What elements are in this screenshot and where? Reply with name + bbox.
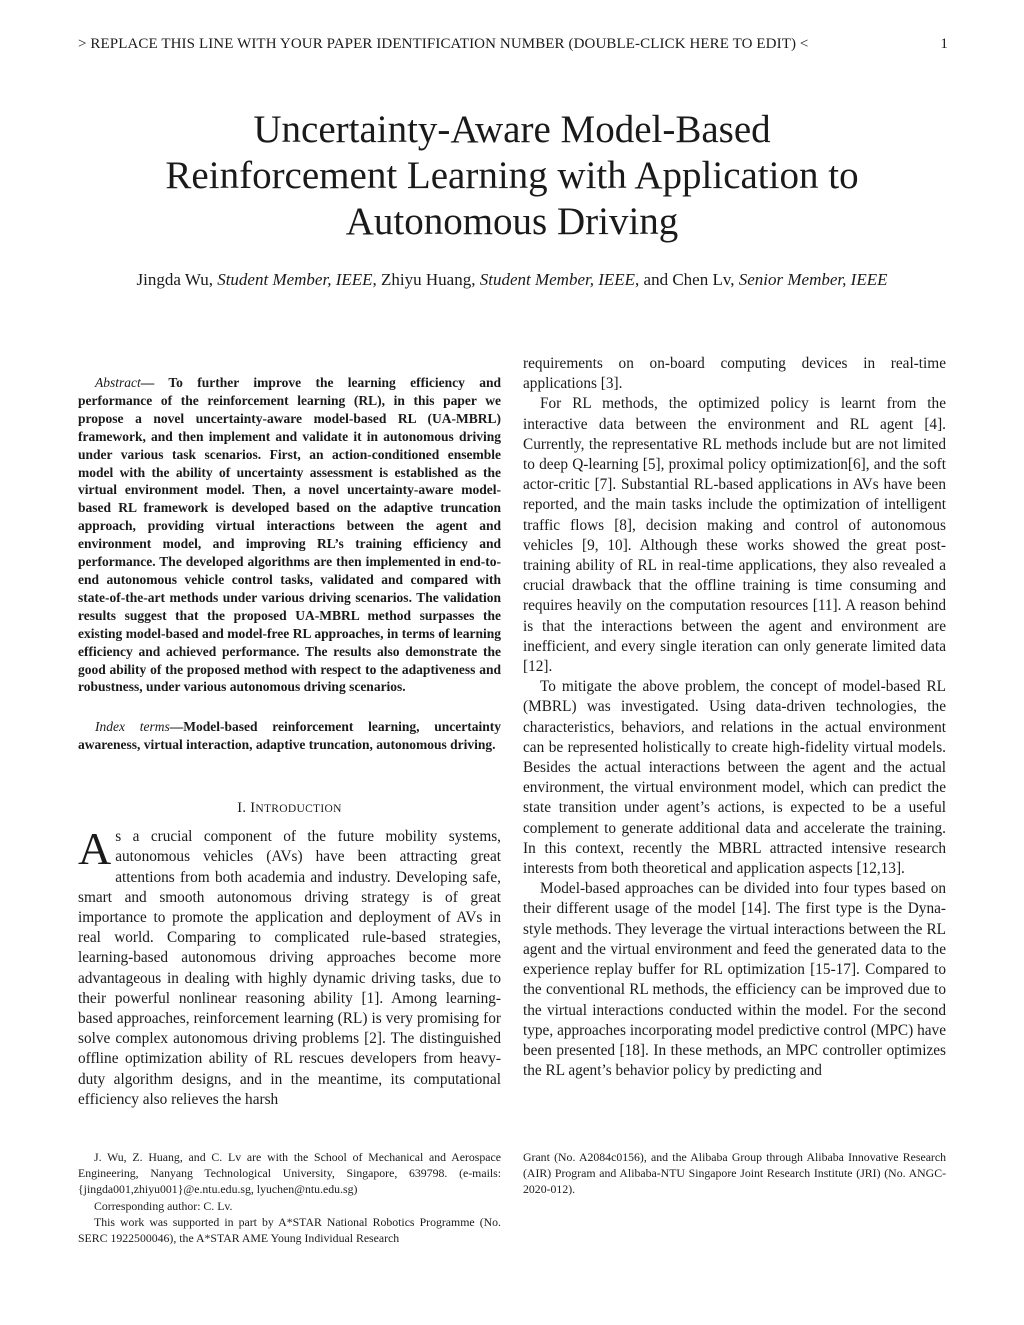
footnote-left [78, 1149, 501, 1246]
abstract [78, 374, 501, 696]
author-1: Jingda Wu, [136, 270, 218, 289]
paragraph-4: Model-based approaches can be divided into four types based on their different usage of the model [14]. The first type is the Dyna-style methods. They leverage the virtual interactions between the RL agent and the virtual environment and feed the generated data to the experience replay buffer for RL optimization [15-17]. Compared to the conventional RL methods, the efficiency can be improved due to the virtual interactions conducted within the model. For the second type, approaches incorporating model predictive control (MPC) have been presented [18]. In these methods, an MPC controller optimizes the RL agent’s behavior policy by predicting and [523, 880, 946, 1080]
right-column [523, 354, 946, 1081]
author-3: , and Chen Lv, [635, 270, 739, 289]
footnote-corresponding: Corresponding author: C. Lv. [94, 1198, 233, 1213]
title-line-3: Autonomous Driving [345, 200, 679, 243]
index-terms-label: Index terms [95, 719, 170, 735]
section-title-rest: NTRODUCTION [255, 803, 342, 816]
section-title-cap: I [250, 800, 256, 817]
section-heading-introduction [78, 800, 501, 817]
page-number: 1 [940, 36, 948, 52]
author-list [130, 268, 894, 291]
author-3-membership: Senior Member, IEEE [738, 270, 888, 289]
intro-text: s a crucial component of the future mobility systems, autonomous vehicles (AVs) have been attracting great attentions from both academia and industry. Developing safe, smart and smooth autonomous driving strategy is of great importance to promote the application and deployment of AVs in real world. Comparing to complicated rule-based strategies, learning-based autonomous driving approaches become more advantageous in dealing with highly dynamic driving tasks, due to their powerful nonlinear reasoning ability [1]. Among learning-based approaches, reinforcement learning (RL) is very promising for solve complex autonomous driving problems [2]. The distinguished offline optimization ability of RL rescues developers from heavy-duty algorithm designs, and in the meantime, its computational efficiency also relieves the harsh [78, 828, 501, 1108]
paragraph-1: requirements on on-board computing devices in real-time applications [3]. [523, 355, 946, 393]
author-2: , Zhiyu Huang, [372, 270, 480, 289]
author-2-membership: Student Member, IEEE [479, 270, 636, 289]
abstract-dash: — [140, 375, 169, 390]
footnote-funding-cont: Grant (No. A2084c0156), and the Alibaba Group through Alibaba Innovative Research (AIR) Program and Alibaba-NTU Singapore Joint Research Institute (JRI) (No. ANGC-2020-012). [523, 1150, 946, 1197]
title-line-1: Uncertainty-Aware Model-Based [253, 108, 771, 151]
intro-paragraph [78, 823, 501, 1110]
abstract-label: Abstract [95, 375, 141, 390]
index-terms-text: —Model-based reinforcement learning, uncertainty awareness, virtual interaction, adaptive truncation, autonomous driving. [78, 719, 501, 753]
title-line-2: Reinforcement Learning with Application to [165, 154, 859, 197]
abstract-text: To further improve the learning efficiency and performance of the reinforcement learning (RL), in this paper we propose a novel uncertainty-aware model-based RL (UA-MBRL) framework, and then implement and validate it in autonomous driving under various task scenarios. First, an action-conditioned ensemble model with the ability of uncertainty assessment is established as the virtual environment model. Then, a novel uncertainty-aware model-based RL framework is developed based on the adaptive truncation approach, providing virtual interactions between the agent and environment model, and improving RL’s training efficiency and performance. The developed algorithms are then implemented in end-to-end autonomous vehicle control tasks, validated and compared with state-of-the-art methods under various driving scenarios. The validation results suggest that the proposed UA-MBRL method surpasses the existing model-based and model-free RL approaches, in terms of learning efficiency and achieved performance. The results also demonstrate the good ability of the proposed method with respect to the adaptiveness and robustness, under various autonomous driving scenarios. [78, 375, 501, 695]
index-terms [78, 718, 501, 754]
running-header [78, 36, 948, 53]
footnote-right [523, 1149, 946, 1198]
author-1-membership: Student Member, IEEE [217, 270, 373, 289]
section-numeral: I. [237, 800, 251, 817]
left-column [78, 374, 501, 1110]
paragraph-3: To mitigate the above problem, the concept of model-based RL (MBRL) was investigated. Using data-driven technologies, the characteristics, behaviors, and relations in the actual environment can be represented holistically to create high-fidelity virtual models. Besides the actual interactions between the agent and the actual environment, the virtual environment model, which can predict the state transition under agent’s actions, is expected to be a useful complement to generate additional data and accelerate the training. In this context, recently the MBRL attracted intensive research interests from both theoretical and application aspects [12,13]. [523, 678, 946, 878]
footnote-funding: This work was supported in part by A*STAR National Robotics Programme (No. SERC 1922500046), the A*STAR AME Young Individual Research [78, 1214, 501, 1246]
header-text: > REPLACE THIS LINE WITH YOUR PAPER IDENTIFICATION NUMBER (DOUBLE-CLICK HERE TO EDIT) < [78, 36, 809, 52]
paragraph-2: For RL methods, the optimized policy is learnt from the interactive data between the environment and RL agent [4]. Currently, the representative RL methods include but are not limited to deep Q-learning [5], proximal policy optimization[6], and the soft actor-critic [7]. Substantial RL-based applications in AVs have been reported, and the main tasks include the optimization of intelligent traffic flows [8], decision making and control of autonomous vehicles [9, 10]. Although these works showed the great post-training ability of RL in real-time applications, they also revealed a crucial drawback that the offline training is time consuming and requires heavily on the computation resources [11]. A reason behind is that the interactions between the agent and environment are inefficient, and every single iteration can only generate limited data [12]. [523, 395, 946, 676]
paper-title [0, 107, 1024, 245]
footnote-affiliation: J. Wu, Z. Huang, and C. Lv are with the School of Mechanical and Aerospace Engineering, Nanyang Technological University, Singapore, 639798. (e-mails: {jingda001,zhiyu001}@e.ntu.edu.sg, lyuchen@ntu.edu.sg) [78, 1150, 501, 1197]
drop-cap: A [78, 823, 112, 875]
